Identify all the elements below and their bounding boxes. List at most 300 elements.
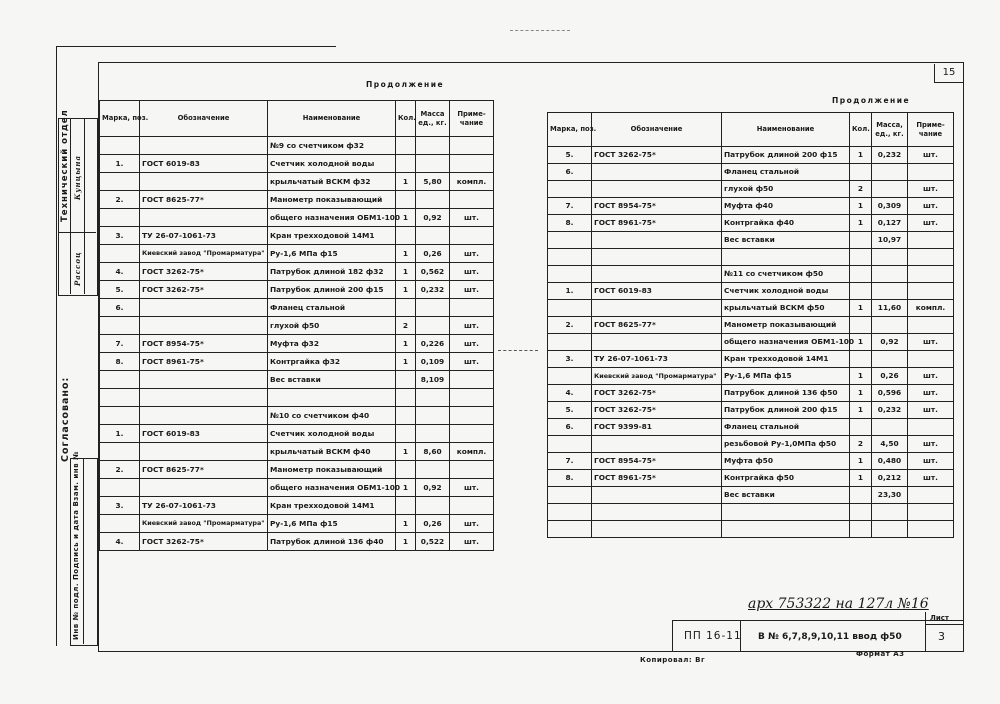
cell-name: крыльчатый ВСКМ ф50 bbox=[722, 300, 850, 317]
cell-des bbox=[140, 479, 268, 497]
col-note: Приме- чание bbox=[908, 113, 954, 147]
cell-name: Манометр показывающий bbox=[722, 317, 850, 334]
cell-qty bbox=[850, 351, 872, 368]
cell-mark: 2. bbox=[100, 191, 140, 209]
cell-note: шт. bbox=[908, 334, 954, 351]
person1-label: Кунцына bbox=[73, 154, 82, 200]
cell-mass: 0,92 bbox=[872, 334, 908, 351]
cell-note bbox=[908, 521, 954, 538]
cell-mark bbox=[100, 209, 140, 227]
cell-qty: 1 bbox=[850, 402, 872, 419]
table-row bbox=[548, 283, 954, 300]
table-row bbox=[548, 249, 954, 266]
fold-mark-top bbox=[510, 30, 570, 31]
table-row bbox=[548, 351, 954, 368]
cell-qty bbox=[396, 299, 416, 317]
cell-des: ГОСТ 8954-75* bbox=[592, 453, 722, 470]
table-row bbox=[548, 232, 954, 249]
cell-note bbox=[450, 425, 494, 443]
col-qty: Кол. bbox=[850, 113, 872, 147]
cell-des: ГОСТ 3262-75* bbox=[592, 385, 722, 402]
col-mark: Марка, поз. bbox=[548, 113, 592, 147]
cell-mark bbox=[548, 368, 592, 385]
cell-des bbox=[140, 299, 268, 317]
right-table-header bbox=[548, 113, 954, 147]
cell-mass bbox=[872, 181, 908, 198]
table-row bbox=[548, 164, 954, 181]
cell-des bbox=[592, 164, 722, 181]
cell-mass: 0,596 bbox=[872, 385, 908, 402]
table-row bbox=[548, 215, 954, 232]
table-row bbox=[548, 317, 954, 334]
cell-mark: 4. bbox=[548, 385, 592, 402]
inner-frame-top bbox=[98, 62, 964, 63]
cell-name: Pу-1,6 МПа ф15 bbox=[268, 245, 396, 263]
cell-note bbox=[908, 283, 954, 300]
cell-qty: 1 bbox=[396, 335, 416, 353]
cell-mark: 1. bbox=[548, 283, 592, 300]
cell-qty bbox=[396, 425, 416, 443]
cell-name: Контргайка ф40 bbox=[722, 215, 850, 232]
cell-note bbox=[450, 155, 494, 173]
cell-des bbox=[140, 389, 268, 407]
cell-qty bbox=[396, 461, 416, 479]
title-divider-2 bbox=[925, 612, 926, 651]
cell-qty bbox=[396, 155, 416, 173]
cell-qty: 1 bbox=[850, 385, 872, 402]
cell-note bbox=[908, 232, 954, 249]
cell-mark: 5. bbox=[548, 402, 592, 419]
cell-mark bbox=[548, 181, 592, 198]
cell-name: Патрубок длиной 136 ф50 bbox=[722, 385, 850, 402]
cell-mass bbox=[416, 227, 450, 245]
cell-note: шт. bbox=[450, 335, 494, 353]
cell-note: шт. bbox=[450, 281, 494, 299]
cell-des bbox=[140, 137, 268, 155]
frame-top bbox=[56, 46, 336, 47]
left-spec-table bbox=[99, 100, 494, 551]
cell-qty: 2 bbox=[850, 436, 872, 453]
cell-des: Киевский завод "Промарматура" bbox=[592, 368, 722, 385]
cell-name: глухой ф50 bbox=[268, 317, 396, 335]
cell-des bbox=[592, 249, 722, 266]
cell-mass: 0,232 bbox=[416, 281, 450, 299]
table-row bbox=[548, 521, 954, 538]
cell-qty bbox=[850, 266, 872, 283]
cell-mass bbox=[872, 283, 908, 300]
cell-note bbox=[450, 389, 494, 407]
cell-note: компл. bbox=[450, 173, 494, 191]
cell-name: глухой ф50 bbox=[722, 181, 850, 198]
stamp-divider-2 bbox=[84, 118, 85, 294]
cell-qty: 1 bbox=[396, 281, 416, 299]
table-row bbox=[548, 419, 954, 436]
cell-qty: 1 bbox=[850, 300, 872, 317]
cell-mass: 0,26 bbox=[416, 515, 450, 533]
cell-mark bbox=[548, 266, 592, 283]
cell-name: общего назначения ОБМ1-100 bbox=[268, 209, 396, 227]
inventory-label: Инв № подл. Подпись и дата Взам. инв № bbox=[72, 451, 80, 640]
person2-label: Рассоц bbox=[73, 251, 82, 286]
cell-des: ГОСТ 3262-75* bbox=[592, 402, 722, 419]
table-row bbox=[548, 385, 954, 402]
cell-qty bbox=[850, 419, 872, 436]
cell-note bbox=[908, 249, 954, 266]
cell-des: ГОСТ 8961-75* bbox=[592, 470, 722, 487]
cell-note: шт. bbox=[908, 368, 954, 385]
cell-mark bbox=[100, 137, 140, 155]
cell-note bbox=[908, 419, 954, 436]
cell-name: Патрубок длиной 200 ф15 bbox=[722, 147, 850, 164]
cell-note: шт. bbox=[908, 453, 954, 470]
cell-des: Киевский завод "Промарматура" bbox=[140, 245, 268, 263]
cell-note bbox=[450, 407, 494, 425]
cell-name: Муфта ф50 bbox=[722, 453, 850, 470]
cell-note bbox=[450, 461, 494, 479]
table-row bbox=[548, 470, 954, 487]
col-designation: Обозначение bbox=[592, 113, 722, 147]
cell-note bbox=[450, 497, 494, 515]
cell-mass bbox=[416, 317, 450, 335]
cell-qty: 1 bbox=[396, 263, 416, 281]
cell-mass bbox=[872, 504, 908, 521]
cell-name bbox=[722, 504, 850, 521]
table-row bbox=[100, 227, 494, 245]
cell-note: компл. bbox=[450, 443, 494, 461]
cell-name: Фланец стальной bbox=[722, 419, 850, 436]
stamp-divider-1 bbox=[70, 118, 71, 294]
cell-name: №10 со счетчиком ф40 bbox=[268, 407, 396, 425]
cell-mark bbox=[100, 515, 140, 533]
cell-mark bbox=[548, 334, 592, 351]
cell-mark bbox=[100, 317, 140, 335]
cell-des: ГОСТ 8954-75* bbox=[592, 198, 722, 215]
cell-name: Вес вставки bbox=[268, 371, 396, 389]
cell-qty: 1 bbox=[396, 245, 416, 263]
cell-name: Манометр показывающий bbox=[268, 461, 396, 479]
table-row bbox=[100, 371, 494, 389]
cell-note bbox=[908, 487, 954, 504]
cell-des: ГОСТ 9399-81 bbox=[592, 419, 722, 436]
cell-qty bbox=[396, 137, 416, 155]
cell-note: шт. bbox=[908, 147, 954, 164]
cell-mark bbox=[100, 245, 140, 263]
cell-mass: 0,26 bbox=[872, 368, 908, 385]
cell-qty bbox=[396, 407, 416, 425]
title-code: ПП 16-11 bbox=[684, 630, 742, 642]
cell-note: шт. bbox=[908, 181, 954, 198]
cell-qty: 1 bbox=[396, 353, 416, 371]
cell-mass: 11,60 bbox=[872, 300, 908, 317]
cell-note: шт. bbox=[908, 436, 954, 453]
table-row bbox=[548, 402, 954, 419]
cell-name: Счетчик холодной воды bbox=[268, 425, 396, 443]
cell-note: шт. bbox=[450, 245, 494, 263]
cell-mark bbox=[548, 436, 592, 453]
cell-mass bbox=[416, 407, 450, 425]
cell-mass bbox=[872, 317, 908, 334]
cell-qty: 1 bbox=[850, 147, 872, 164]
table-row bbox=[548, 300, 954, 317]
cell-qty bbox=[396, 497, 416, 515]
col-mass: Масса, ед., кг. bbox=[872, 113, 908, 147]
cell-name: Контргайка ф50 bbox=[722, 470, 850, 487]
cell-note: шт. bbox=[450, 479, 494, 497]
cell-name: Кран трехходовой 14М1 bbox=[268, 227, 396, 245]
cell-note bbox=[908, 351, 954, 368]
cell-des bbox=[592, 487, 722, 504]
sheet-label: Лист bbox=[930, 614, 949, 622]
table-row bbox=[548, 436, 954, 453]
cell-des: ГОСТ 8954-75* bbox=[140, 335, 268, 353]
cell-mass bbox=[416, 389, 450, 407]
col-mark: Марка, поз. bbox=[100, 101, 140, 137]
cell-mark: 3. bbox=[100, 497, 140, 515]
cell-des bbox=[592, 504, 722, 521]
cell-note: шт. bbox=[908, 470, 954, 487]
cell-note: шт. bbox=[450, 263, 494, 281]
cell-name: Pу-1,6 МПа ф15 bbox=[722, 368, 850, 385]
cell-mass: 0,92 bbox=[416, 479, 450, 497]
col-name: Наименование bbox=[722, 113, 850, 147]
cell-qty: 1 bbox=[396, 443, 416, 461]
cell-name: Манометр показывающий bbox=[268, 191, 396, 209]
table-row bbox=[548, 504, 954, 521]
cell-mass: 8,60 bbox=[416, 443, 450, 461]
title-divider-3 bbox=[925, 624, 963, 625]
cell-mass: 4,50 bbox=[872, 436, 908, 453]
cell-des: ГОСТ 6019-83 bbox=[592, 283, 722, 300]
cell-mark: 4. bbox=[100, 263, 140, 281]
table-row bbox=[100, 443, 494, 461]
cell-note: шт. bbox=[908, 385, 954, 402]
table-row bbox=[548, 334, 954, 351]
cell-mark: 2. bbox=[100, 461, 140, 479]
inner-frame-right bbox=[963, 62, 964, 652]
cell-qty bbox=[850, 164, 872, 181]
cell-name bbox=[268, 389, 396, 407]
cell-note: шт. bbox=[450, 533, 494, 551]
cell-mark bbox=[548, 521, 592, 538]
cell-name: Муфта ф32 bbox=[268, 335, 396, 353]
cell-mass: 0,562 bbox=[416, 263, 450, 281]
cell-qty bbox=[850, 487, 872, 504]
cell-mark: 6. bbox=[100, 299, 140, 317]
table-row bbox=[100, 497, 494, 515]
table-row bbox=[100, 335, 494, 353]
cell-qty: 1 bbox=[850, 470, 872, 487]
cell-mark: 3. bbox=[100, 227, 140, 245]
cell-note: шт. bbox=[908, 198, 954, 215]
table-row bbox=[100, 533, 494, 551]
cell-des: ГОСТ 8961-75* bbox=[140, 353, 268, 371]
cell-note: шт. bbox=[908, 215, 954, 232]
cell-qty: 1 bbox=[396, 515, 416, 533]
cell-mass: 8,109 bbox=[416, 371, 450, 389]
cell-note bbox=[908, 164, 954, 181]
cell-name: Муфта ф40 bbox=[722, 198, 850, 215]
cell-des bbox=[592, 232, 722, 249]
table-row bbox=[548, 181, 954, 198]
cell-mark bbox=[548, 249, 592, 266]
title-text: В № 6,7,8,9,10,11 ввод ф50 bbox=[758, 632, 902, 642]
cell-mark: 3. bbox=[548, 351, 592, 368]
cell-name: Счетчик холодной воды bbox=[268, 155, 396, 173]
cell-note: шт. bbox=[450, 209, 494, 227]
archive-note: арх 753322 на 127л №16 bbox=[748, 596, 929, 612]
cell-des: ГОСТ 6019-83 bbox=[140, 425, 268, 443]
cell-qty bbox=[396, 191, 416, 209]
cell-mark: 7. bbox=[548, 198, 592, 215]
sheet-value: 3 bbox=[938, 630, 945, 643]
cell-qty bbox=[850, 232, 872, 249]
cell-note bbox=[908, 504, 954, 521]
table-row bbox=[100, 425, 494, 443]
cell-mass bbox=[872, 419, 908, 436]
cell-name: №9 со счетчиком ф32 bbox=[268, 137, 396, 155]
cell-mass: 0,92 bbox=[416, 209, 450, 227]
cell-note bbox=[908, 317, 954, 334]
left-table-header bbox=[100, 101, 494, 137]
table-row bbox=[548, 453, 954, 470]
cell-des: ГОСТ 8625-77* bbox=[592, 317, 722, 334]
cell-des bbox=[140, 173, 268, 191]
cell-name: крыльчатый ВСКМ ф40 bbox=[268, 443, 396, 461]
cell-mark: 7. bbox=[100, 335, 140, 353]
cell-mark: 1. bbox=[100, 425, 140, 443]
cell-mark: 8. bbox=[100, 353, 140, 371]
cell-mass: 0,226 bbox=[416, 335, 450, 353]
cell-mass bbox=[872, 521, 908, 538]
cell-mass: 0,309 bbox=[872, 198, 908, 215]
cell-mass bbox=[872, 351, 908, 368]
table-row bbox=[100, 155, 494, 173]
cell-mark: 5. bbox=[100, 281, 140, 299]
table-row bbox=[548, 198, 954, 215]
cell-des: ТУ 26-07-1061-73 bbox=[140, 497, 268, 515]
cell-qty: 2 bbox=[850, 181, 872, 198]
cell-qty: 1 bbox=[850, 334, 872, 351]
cell-des bbox=[592, 181, 722, 198]
cell-mass bbox=[416, 461, 450, 479]
cell-mark bbox=[100, 479, 140, 497]
cell-qty: 1 bbox=[850, 198, 872, 215]
table-row bbox=[100, 407, 494, 425]
cell-des bbox=[592, 300, 722, 317]
cell-name: Контргайка ф32 bbox=[268, 353, 396, 371]
cell-name: Кран трехходовой 14М1 bbox=[722, 351, 850, 368]
table-row bbox=[100, 137, 494, 155]
inventory-divider bbox=[83, 458, 84, 644]
cell-des bbox=[592, 436, 722, 453]
cell-name: Счетчик холодной воды bbox=[722, 283, 850, 300]
table-row bbox=[548, 147, 954, 164]
cell-qty: 1 bbox=[850, 368, 872, 385]
frame-left bbox=[56, 46, 57, 646]
cell-mass bbox=[416, 155, 450, 173]
cell-mark: 6. bbox=[548, 164, 592, 181]
cell-qty bbox=[850, 504, 872, 521]
cell-des bbox=[140, 371, 268, 389]
table-row bbox=[100, 209, 494, 227]
cell-mark: 5. bbox=[548, 147, 592, 164]
cell-name bbox=[722, 521, 850, 538]
cell-mark bbox=[548, 487, 592, 504]
cell-mass bbox=[416, 137, 450, 155]
table-row bbox=[548, 487, 954, 504]
cell-name: №11 со счетчиком ф50 bbox=[722, 266, 850, 283]
cell-name: Фланец стальной bbox=[268, 299, 396, 317]
copied-by: Копировал: Вг bbox=[640, 656, 706, 664]
col-name: Наименование bbox=[268, 101, 396, 137]
cell-des: ГОСТ 8625-77* bbox=[140, 191, 268, 209]
cell-mass bbox=[416, 497, 450, 515]
cell-mass: 23,30 bbox=[872, 487, 908, 504]
cell-qty: 1 bbox=[850, 453, 872, 470]
cell-mark: 2. bbox=[548, 317, 592, 334]
cell-qty: 1 bbox=[396, 209, 416, 227]
cell-mass: 0,232 bbox=[872, 147, 908, 164]
cell-des: ГОСТ 8625-77* bbox=[140, 461, 268, 479]
sheet-number: 15 bbox=[934, 64, 963, 83]
col-mass: Масса ед., кг. bbox=[416, 101, 450, 137]
cell-mass: 0,212 bbox=[872, 470, 908, 487]
cell-mass bbox=[416, 425, 450, 443]
cell-des: ГОСТ 3262-75* bbox=[140, 281, 268, 299]
right-spec-table bbox=[547, 112, 954, 538]
cell-mass bbox=[872, 164, 908, 181]
cell-des: ГОСТ 3262-75* bbox=[592, 147, 722, 164]
cell-qty bbox=[850, 521, 872, 538]
cell-mass bbox=[416, 299, 450, 317]
cell-des bbox=[140, 209, 268, 227]
cell-name: общего назначения ОБМ1-100 bbox=[268, 479, 396, 497]
cell-des: ГОСТ 8961-75* bbox=[592, 215, 722, 232]
cell-name: Патрубок длиной 136 ф40 bbox=[268, 533, 396, 551]
table-row bbox=[100, 191, 494, 209]
cell-qty: 1 bbox=[396, 173, 416, 191]
cell-mark bbox=[548, 504, 592, 521]
cell-des bbox=[592, 266, 722, 283]
table-row bbox=[100, 353, 494, 371]
table-row bbox=[100, 515, 494, 533]
table-row bbox=[100, 317, 494, 335]
cell-note bbox=[450, 191, 494, 209]
cell-mark bbox=[100, 173, 140, 191]
table-row bbox=[100, 281, 494, 299]
stamp-divider-3 bbox=[58, 232, 96, 233]
cell-mark: 1. bbox=[100, 155, 140, 173]
format-label: Формат А3 bbox=[856, 650, 905, 658]
cell-des: ГОСТ 3262-75* bbox=[140, 263, 268, 281]
cell-mass: 0,109 bbox=[416, 353, 450, 371]
cell-name: Фланец стальной bbox=[722, 164, 850, 181]
cell-note bbox=[908, 266, 954, 283]
cell-des bbox=[140, 443, 268, 461]
cell-des bbox=[140, 317, 268, 335]
table-row bbox=[100, 263, 494, 281]
cell-name: Патрубок длиной 200 ф15 bbox=[722, 402, 850, 419]
cell-mass: 0,26 bbox=[416, 245, 450, 263]
cell-des: ГОСТ 6019-83 bbox=[140, 155, 268, 173]
cell-qty: 1 bbox=[396, 479, 416, 497]
cell-mark: 7. bbox=[548, 453, 592, 470]
cell-note: шт. bbox=[450, 353, 494, 371]
cell-des: ГОСТ 3262-75* bbox=[140, 533, 268, 551]
cell-note: компл. bbox=[908, 300, 954, 317]
cell-qty bbox=[396, 371, 416, 389]
cell-qty bbox=[396, 227, 416, 245]
